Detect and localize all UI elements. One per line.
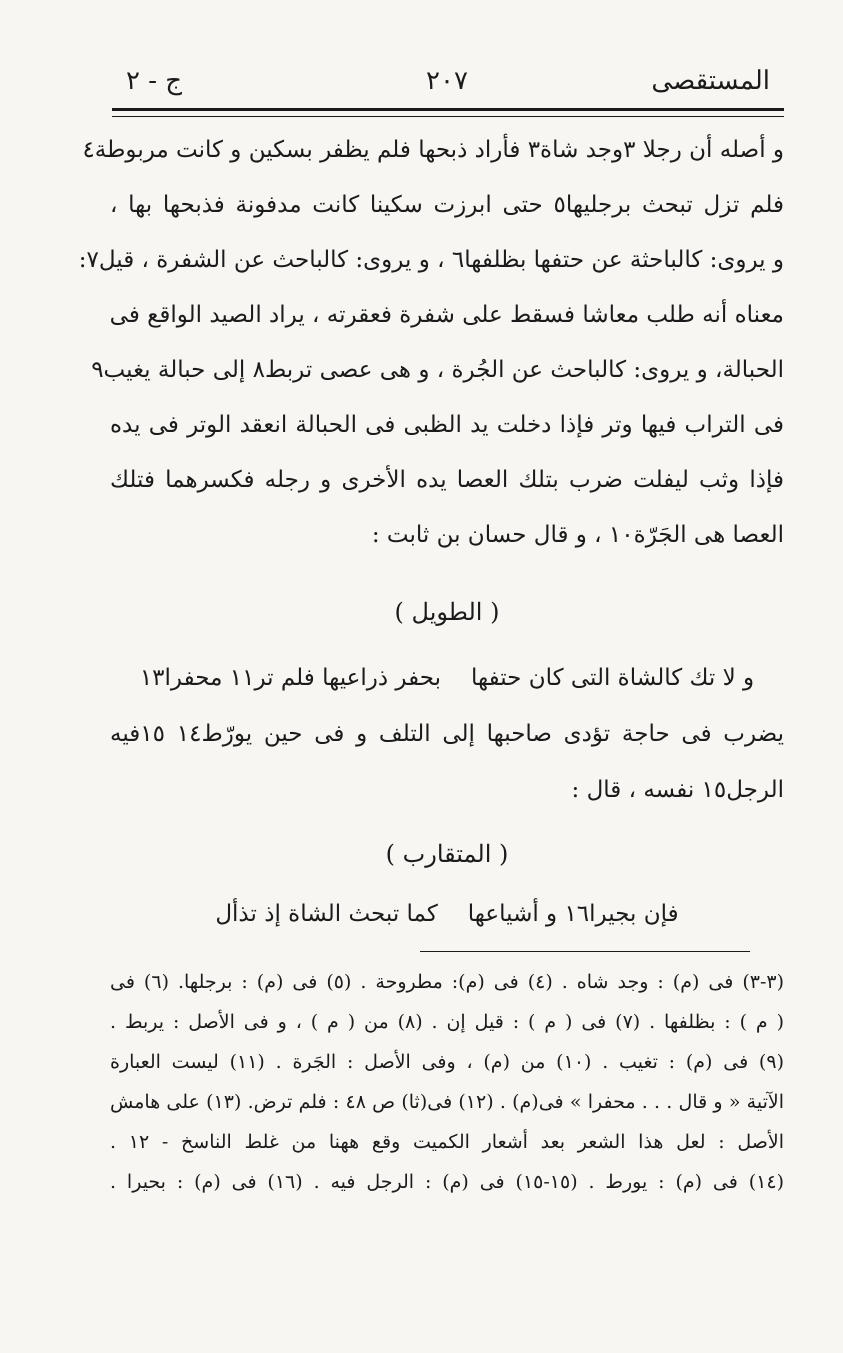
footnote-line: الأصل : لعل هذا الشعر بعد أشعار الكميت وقع ههنا من غلط الناسخ - ١٢ . bbox=[110, 1131, 784, 1153]
verse-second-hemistich: بحفر ذراعيها فلم تر١١ محفرا١٣ bbox=[139, 665, 441, 691]
footnote-line: (١٤) فى (م) : يورط . (١٥-١٥) فى (م) : الرجل فيه . (١٦) فى (م) : بحيرا . bbox=[110, 1171, 784, 1193]
text-line: معناه أنه طلب معاشا فسقط على شفرة فعقرته ، يراد الصيد الواقع فى bbox=[109, 302, 784, 328]
volume-label: ج - ٢ bbox=[126, 66, 183, 96]
footnote-line: ( م ) : بظلفها . (٧) فى ( م ) : قيل إن . (٨) من ( م ) ، و فى الأصل : يربط . bbox=[110, 1011, 784, 1033]
text-line: فإذا وثب ليفلت ضرب بتلك العصا يده الأخرى و رجله فكسرهما فتلك bbox=[110, 467, 784, 493]
verse-line bbox=[110, 650, 784, 706]
verse-line bbox=[110, 886, 784, 942]
footnote-line: (٣-٣) فى (م) : وجد شاه . (٤) فى (م): مطروحة . (٥) فى (م) : برجلها. (٦) فى bbox=[110, 971, 785, 993]
running-header bbox=[112, 60, 782, 104]
text-line: يضرب فى حاجة تؤدى صاحبها إلى التلف و فى حين يورّط١٤ ١٥فيه bbox=[110, 721, 784, 747]
footnote-line: (٩) فى (م) : تغيب . (١٠) من (م) ، وفى الأصل : الجَرة . (١١) ليست العبارة bbox=[110, 1051, 784, 1073]
footnote-line: الآتية « و قال . . . محفرا » فى(م) . (١٢) فى(ثا) ص ٤٨ : فلم ترض. (١٣) على هامش bbox=[110, 1091, 784, 1113]
meter-label: ( الطويل ) bbox=[394, 598, 500, 626]
verse-first-hemistich: فإن بجيرا١٦ و أشياعها bbox=[467, 901, 679, 927]
meter-label: ( المتقارب ) bbox=[385, 840, 509, 868]
text-line: الحبالة، و يروى: كالباحث عن الجُرة ، و هى عصى تربط٨ إلى حبالة يغيب٩ bbox=[91, 357, 784, 383]
text-line: فلم تزل تبحث برجليها٥ حتى ابرزت سكينا كانت مدفونة فذبحها بها ، bbox=[110, 192, 784, 218]
header-rule-thick bbox=[112, 108, 784, 111]
text-line: الرجل١٥ نفسه ، قال : bbox=[571, 777, 784, 803]
text-line: العصا هى الجَرّة١٠ ، و قال حسان بن ثابت : bbox=[371, 522, 784, 548]
page-number: ٢٠٧ bbox=[426, 66, 468, 96]
footnote-separator bbox=[420, 951, 750, 952]
verse-first-hemistich: و لا تك كالشاة التى كان حتفها bbox=[470, 665, 755, 691]
text-line: فى التراب فيها وتر فإذا دخلت يد الظبى فى الحبالة انعقد الوتر فى يده bbox=[110, 412, 784, 438]
book-title: المستقصى bbox=[651, 66, 770, 96]
header-rule-thin bbox=[112, 116, 784, 117]
text-line: و يروى: كالباحثة عن حتفها بظلفها٦ ، و يروى: كالباحث عن الشفرة ، قيل٧: bbox=[78, 247, 784, 273]
verse-second-hemistich: كما تبحث الشاة إذ تذأل bbox=[215, 901, 438, 927]
text-line: و أصله أن رجلا ٣وجد شاة٣ فأراد ذبحها فلم يظفر بسكين و كانت مربوطة٤ bbox=[82, 137, 784, 163]
